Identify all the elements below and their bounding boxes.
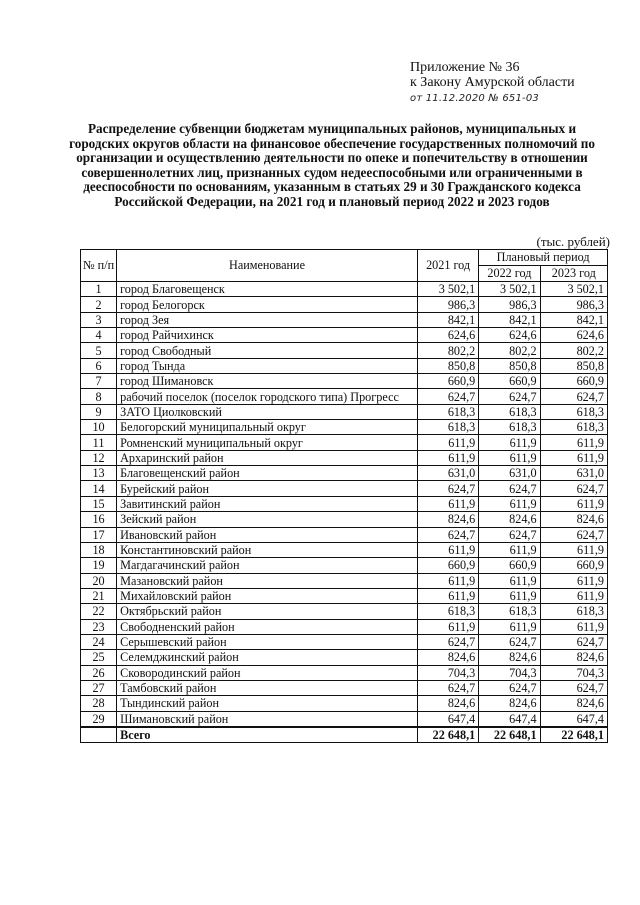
cell-num: 22 xyxy=(81,604,117,619)
cell-2023: 624,7 xyxy=(540,634,607,649)
table-row xyxy=(81,358,608,373)
cell-2022: 618,3 xyxy=(479,604,540,619)
cell-num: 17 xyxy=(81,527,117,542)
cell-name: Бурейский район xyxy=(117,481,418,496)
cell-2022: 624,7 xyxy=(479,680,540,695)
cell-num: 18 xyxy=(81,542,117,557)
table-row xyxy=(81,466,608,481)
cell-2023: 611,9 xyxy=(540,450,607,465)
cell-num: 5 xyxy=(81,343,117,358)
table-row xyxy=(81,665,608,680)
appendix-law: к Закону Амурской области xyxy=(410,75,575,90)
cell-name: город Тында xyxy=(117,358,418,373)
cell-2023: 704,3 xyxy=(540,665,607,680)
subvention-table xyxy=(80,249,608,743)
cell-num: 1 xyxy=(81,282,117,297)
cell-2021: 611,9 xyxy=(417,496,478,511)
cell-name: Ромненский муниципальный округ xyxy=(117,435,418,450)
cell-2022: 850,8 xyxy=(479,358,540,373)
cell-2021: 704,3 xyxy=(417,665,478,680)
cell-2023: 850,8 xyxy=(540,358,607,373)
cell-2023: 624,7 xyxy=(540,527,607,542)
cell-2021: 660,9 xyxy=(417,558,478,573)
table-row xyxy=(81,420,608,435)
cell-2021: 611,9 xyxy=(417,573,478,588)
cell-2021: 824,6 xyxy=(417,696,478,711)
table-row xyxy=(81,527,608,542)
cell-2022: 704,3 xyxy=(479,665,540,680)
cell-2023: 647,4 xyxy=(540,711,607,727)
cell-num: 10 xyxy=(81,420,117,435)
cell-num: 25 xyxy=(81,650,117,665)
cell-2021: 850,8 xyxy=(417,358,478,373)
table-row xyxy=(81,389,608,404)
cell-name: Сковородинский район xyxy=(117,665,418,680)
cell-name: рабочий поселок (поселок городского типа) Прогресс xyxy=(117,389,418,404)
cell-2022: 611,9 xyxy=(479,450,540,465)
cell-num: 16 xyxy=(81,512,117,527)
table-body xyxy=(81,282,608,727)
cell-num: 8 xyxy=(81,389,117,404)
cell-2022: 802,2 xyxy=(479,343,540,358)
cell-num: 13 xyxy=(81,466,117,481)
header-name: Наименование xyxy=(117,250,418,282)
cell-2022: 624,6 xyxy=(479,328,540,343)
cell-2023: 618,3 xyxy=(540,404,607,419)
cell-2022: 660,9 xyxy=(479,558,540,573)
table-header-row xyxy=(81,250,608,266)
cell-2021: 624,7 xyxy=(417,389,478,404)
cell-2021: 611,9 xyxy=(417,542,478,557)
cell-2021: 824,6 xyxy=(417,512,478,527)
cell-2021: 647,4 xyxy=(417,711,478,727)
cell-2023: 611,9 xyxy=(540,619,607,634)
cell-2021: 618,3 xyxy=(417,404,478,419)
table-row xyxy=(81,573,608,588)
cell-2021: 802,2 xyxy=(417,343,478,358)
appendix-date-handwritten: от 11.12.2020 № 651-03 xyxy=(410,93,539,104)
table-row xyxy=(81,680,608,695)
cell-name: Белогорский муниципальный округ xyxy=(117,420,418,435)
cell-2022: 824,6 xyxy=(479,696,540,711)
cell-num: 7 xyxy=(81,374,117,389)
cell-2021: 824,6 xyxy=(417,650,478,665)
cell-2023: 824,6 xyxy=(540,512,607,527)
table-row xyxy=(81,711,608,727)
cell-2023: 618,3 xyxy=(540,604,607,619)
cell-2023: 986,3 xyxy=(540,297,607,312)
cell-2021: 624,7 xyxy=(417,634,478,649)
cell-2023: 618,3 xyxy=(540,420,607,435)
cell-name: Завитинский район xyxy=(117,496,418,511)
cell-num: 24 xyxy=(81,634,117,649)
cell-2021: 631,0 xyxy=(417,466,478,481)
cell-2023: 624,7 xyxy=(540,680,607,695)
cell-2022: 624,7 xyxy=(479,389,540,404)
cell-name: Селемджинский район xyxy=(117,650,418,665)
cell-2022: 618,3 xyxy=(479,404,540,419)
table-row xyxy=(81,282,608,297)
header-2021: 2021 год xyxy=(417,250,478,282)
cell-num: 14 xyxy=(81,481,117,496)
cell-name: город Свободный xyxy=(117,343,418,358)
cell-2022: 986,3 xyxy=(479,297,540,312)
cell-2022: 824,6 xyxy=(479,650,540,665)
cell-2021: 611,9 xyxy=(417,588,478,603)
cell-2022: 611,9 xyxy=(479,496,540,511)
cell-num: 19 xyxy=(81,558,117,573)
document-title: Распределение субвенции бюджетам муниципальных районов, муниципальных и городских округов области на финансовое обеспечение государственных полномочий по организации и осуществлению деятельности по опеке и попечительству в отношении совершеннолетних лиц, признанных судом недееспособными или ограниченными в дееспособности по основаниям, указанным в статьях 29 и 30 Гражданского кодекса Российской Федерации, на 2021 год и плановый период 2022 и 2023 годов xyxy=(69,121,595,209)
cell-2022: 618,3 xyxy=(479,420,540,435)
cell-2023: 660,9 xyxy=(540,374,607,389)
cell-2022: 631,0 xyxy=(479,466,540,481)
header-2022: 2022 год xyxy=(479,266,540,282)
appendix-number: Приложение № 36 xyxy=(410,60,520,75)
cell-name: город Райчихинск xyxy=(117,328,418,343)
cell-2021: 618,3 xyxy=(417,604,478,619)
cell-2022: 611,9 xyxy=(479,588,540,603)
cell-name: Тындинский район xyxy=(117,696,418,711)
cell-2021: 624,7 xyxy=(417,527,478,542)
cell-2023: 611,9 xyxy=(540,588,607,603)
table-row xyxy=(81,374,608,389)
cell-name: Константиновский район xyxy=(117,542,418,557)
cell-num: 2 xyxy=(81,297,117,312)
table-row xyxy=(81,542,608,557)
cell-2021: 842,1 xyxy=(417,312,478,327)
cell-2022: 611,9 xyxy=(479,542,540,557)
cell-num: 23 xyxy=(81,619,117,634)
cell-2023: 624,6 xyxy=(540,328,607,343)
cell-2023: 802,2 xyxy=(540,343,607,358)
total-label: Всего xyxy=(117,727,418,743)
table-row xyxy=(81,450,608,465)
cell-2021: 611,9 xyxy=(417,450,478,465)
units-label: (тыс. рублей) xyxy=(536,234,610,249)
header-2023: 2023 год xyxy=(540,266,607,282)
cell-2023: 842,1 xyxy=(540,312,607,327)
cell-2023: 611,9 xyxy=(540,542,607,557)
cell-num: 20 xyxy=(81,573,117,588)
cell-2022: 842,1 xyxy=(479,312,540,327)
cell-name: город Белогорск xyxy=(117,297,418,312)
cell-2022: 611,9 xyxy=(479,573,540,588)
cell-2022: 624,7 xyxy=(479,634,540,649)
cell-name: Свободненский район xyxy=(117,619,418,634)
table-row xyxy=(81,634,608,649)
total-num xyxy=(81,727,117,743)
cell-2023: 611,9 xyxy=(540,573,607,588)
cell-name: город Шимановск xyxy=(117,374,418,389)
cell-num: 6 xyxy=(81,358,117,373)
cell-name: Шимановский район xyxy=(117,711,418,727)
table-row xyxy=(81,619,608,634)
cell-name: город Благовещенск xyxy=(117,282,418,297)
cell-2021: 660,9 xyxy=(417,374,478,389)
cell-num: 12 xyxy=(81,450,117,465)
appendix-header xyxy=(410,60,610,106)
cell-2021: 624,6 xyxy=(417,328,478,343)
appendix-date xyxy=(410,90,610,106)
table-row xyxy=(81,404,608,419)
table-row xyxy=(81,496,608,511)
cell-num: 3 xyxy=(81,312,117,327)
table-row xyxy=(81,312,608,327)
cell-2022: 624,7 xyxy=(479,527,540,542)
cell-2021: 611,9 xyxy=(417,619,478,634)
cell-name: Серышевский район xyxy=(117,634,418,649)
cell-2021: 611,9 xyxy=(417,435,478,450)
header-num: № п/п xyxy=(81,250,117,282)
header-planned: Плановый период xyxy=(479,250,608,266)
cell-2022: 3 502,1 xyxy=(479,282,540,297)
table-row xyxy=(81,481,608,496)
cell-num: 26 xyxy=(81,665,117,680)
table-row xyxy=(81,696,608,711)
cell-2021: 624,7 xyxy=(417,680,478,695)
cell-2021: 618,3 xyxy=(417,420,478,435)
table-row xyxy=(81,650,608,665)
table-row xyxy=(81,343,608,358)
cell-2022: 611,9 xyxy=(479,619,540,634)
cell-name: Октябрьский район xyxy=(117,604,418,619)
cell-name: Михайловский район xyxy=(117,588,418,603)
total-row xyxy=(81,727,608,743)
cell-num: 29 xyxy=(81,711,117,727)
cell-2023: 631,0 xyxy=(540,466,607,481)
cell-2023: 624,7 xyxy=(540,481,607,496)
cell-num: 28 xyxy=(81,696,117,711)
cell-2023: 611,9 xyxy=(540,496,607,511)
cell-2023: 611,9 xyxy=(540,435,607,450)
cell-num: 9 xyxy=(81,404,117,419)
cell-2023: 824,6 xyxy=(540,650,607,665)
cell-num: 27 xyxy=(81,680,117,695)
cell-num: 21 xyxy=(81,588,117,603)
cell-name: Архаринский район xyxy=(117,450,418,465)
cell-2022: 624,7 xyxy=(479,481,540,496)
cell-2023: 824,6 xyxy=(540,696,607,711)
table-row xyxy=(81,328,608,343)
cell-2023: 660,9 xyxy=(540,558,607,573)
cell-num: 4 xyxy=(81,328,117,343)
cell-2021: 624,7 xyxy=(417,481,478,496)
cell-2022: 824,6 xyxy=(479,512,540,527)
cell-name: город Зея xyxy=(117,312,418,327)
cell-num: 15 xyxy=(81,496,117,511)
total-2021: 22 648,1 xyxy=(417,727,478,743)
cell-name: Тамбовский район xyxy=(117,680,418,695)
table-row xyxy=(81,435,608,450)
cell-2022: 660,9 xyxy=(479,374,540,389)
table-row xyxy=(81,512,608,527)
cell-2021: 986,3 xyxy=(417,297,478,312)
total-2022: 22 648,1 xyxy=(479,727,540,743)
table-row xyxy=(81,604,608,619)
cell-name: Ивановский район xyxy=(117,527,418,542)
cell-name: Благовещенский район xyxy=(117,466,418,481)
cell-2021: 3 502,1 xyxy=(417,282,478,297)
cell-name: Мазановский район xyxy=(117,573,418,588)
table-row xyxy=(81,297,608,312)
cell-2023: 624,7 xyxy=(540,389,607,404)
total-2023: 22 648,1 xyxy=(540,727,607,743)
table-row xyxy=(81,588,608,603)
cell-name: Зейский район xyxy=(117,512,418,527)
cell-name: Магдагачинский район xyxy=(117,558,418,573)
cell-2023: 3 502,1 xyxy=(540,282,607,297)
cell-2022: 611,9 xyxy=(479,435,540,450)
cell-2022: 647,4 xyxy=(479,711,540,727)
cell-name: ЗАТО Циолковский xyxy=(117,404,418,419)
cell-num: 11 xyxy=(81,435,117,450)
table-row xyxy=(81,558,608,573)
